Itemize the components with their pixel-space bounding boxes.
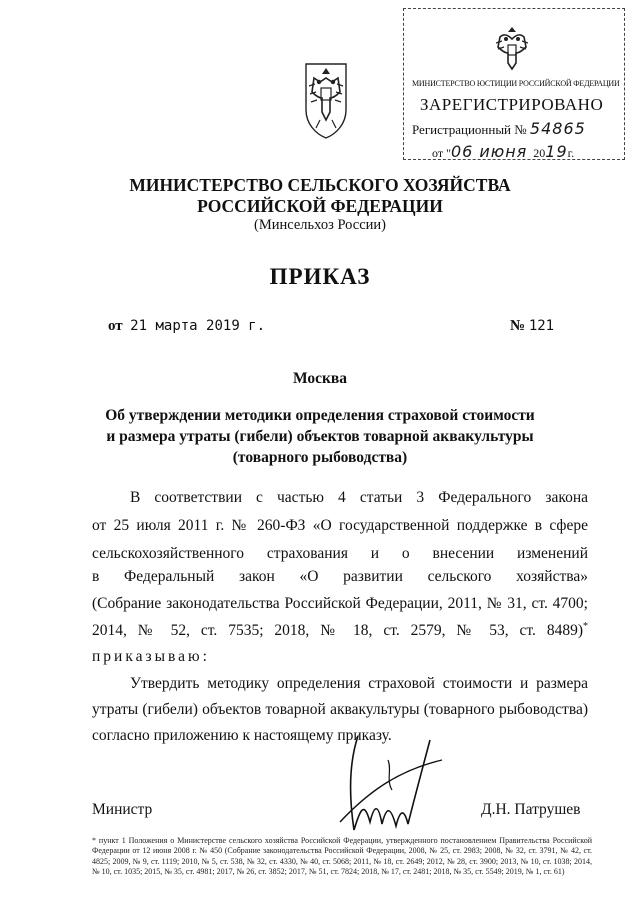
ministry-short-name: (Минсельхоз России): [254, 217, 386, 233]
body-line: утраты (гибели) объектов товарной аквакультуры (товарного рыбоводства): [92, 701, 588, 718]
body-line-order-word: приказываю:: [92, 648, 210, 665]
body-line-text: 2014, № 52, ст. 7535; 2018, № 18, ст. 2579, № 53, ст. 8489): [92, 622, 583, 640]
order-number: [510, 318, 554, 335]
body-line: согласно приложению к настоящему приказу.: [92, 727, 392, 744]
ministry-line-2: РОССИЙСКОЙ ФЕДЕРАЦИИ: [197, 196, 443, 216]
stamp-registration-number-row: [412, 119, 586, 138]
ministry-line-1: МИНИСТЕРСТВО СЕЛЬСКОГО ХОЗЯЙСТВА: [129, 175, 511, 195]
stamp-ministry-name: МИНИСТЕРСТВО ЮСТИЦИИ РОССИЙСКОЙ ФЕДЕРАЦИИ: [412, 79, 620, 88]
order-subject: [80, 405, 560, 468]
stamp-date-year-prefix: 20: [533, 146, 546, 160]
order-title: ПРИКАЗ: [269, 264, 371, 289]
body-line: В соответствии с частью 4 статьи 3 Федерального закона: [130, 489, 588, 506]
coat-of-arms-icon: [300, 58, 352, 142]
footnote: * пункт 1 Положения о Министерстве сельского хозяйства Российской Федерации, утвержденного постановлением Правительства Российской Федерации от 12 июня 2008 г. № 450 (Собрание законодательства Российской Федерации, 2008, № 25, ст. 2983; 2008, № 32, ст. 3791, № 42, ст. 4825; 2009, № 9, ст. 1119; 2010, № 5, ст. 538, № 32, ст. 4330, № 40, ст. 5068; 2011, № 18, ст. 2649; 2012, № 28, ст. 3900; 2013, № 10, ст. 1038; 2014, № 10, ст. 1035; 2015, № 35, ст. 4981; 2017, № 26, ст. 3852; 2017, № 51, ст. 7824; 2018, № 17, ст. 2481; 2018, № 35, ст. 5549; 2019, № 1, ст. 61): [92, 836, 592, 876]
order-number-label: №: [510, 318, 526, 334]
footnote-mark: *: [583, 621, 588, 632]
body-line: сельскохозяйственного страхования и о внесении изменений: [92, 545, 588, 562]
order-date-label: от: [108, 318, 123, 334]
order-date-value: 21 марта 2019 г.: [130, 318, 266, 334]
order-number-value: 121: [528, 318, 555, 334]
registration-stamp: [403, 8, 625, 160]
stamp-date-day: 06: [450, 142, 474, 161]
stamp-reg-label: Регистрационный №: [412, 122, 527, 137]
coat-of-arms-small-icon: [492, 23, 532, 73]
stamp-date-month: июня: [479, 142, 528, 161]
city: Москва: [292, 370, 348, 387]
ministry-name: [0, 175, 640, 217]
signatory-name: Д.Н. Патрушев: [481, 801, 581, 818]
body-line: от 25 июля 2011 г. № 260-ФЗ «О государственной поддержке в сфере: [92, 517, 588, 534]
stamp-date-prefix: от ": [432, 146, 451, 160]
signatory-position: Министр: [92, 801, 153, 818]
body-line: в Федеральный закон «О развитии сельского хозяйства»: [92, 568, 588, 585]
stamp-reg-number: 54865: [529, 119, 586, 138]
order-date: [108, 318, 265, 335]
subject-line-1: Об утверждении методики определения страховой стоимости: [105, 407, 535, 424]
subject-line-2: и размера утраты (гибели) объектов товарной аквакультуры: [106, 428, 534, 445]
stamp-registered-label: ЗАРЕГИСТРИРОВАНО: [420, 95, 604, 114]
body-line: Утвердить методику определения страховой стоимости и размера: [130, 675, 588, 692]
body-line: [92, 621, 588, 640]
stamp-date-suffix: г.: [567, 146, 575, 160]
subject-line-3: (товарного рыбоводства): [232, 449, 408, 466]
stamp-date-row: [432, 142, 574, 161]
signature-icon: [330, 730, 450, 840]
body-line: (Собрание законодательства Российской Федерации, 2011, № 31, ст. 4700;: [92, 595, 588, 612]
stamp-date-year-suffix: 19: [545, 142, 568, 161]
